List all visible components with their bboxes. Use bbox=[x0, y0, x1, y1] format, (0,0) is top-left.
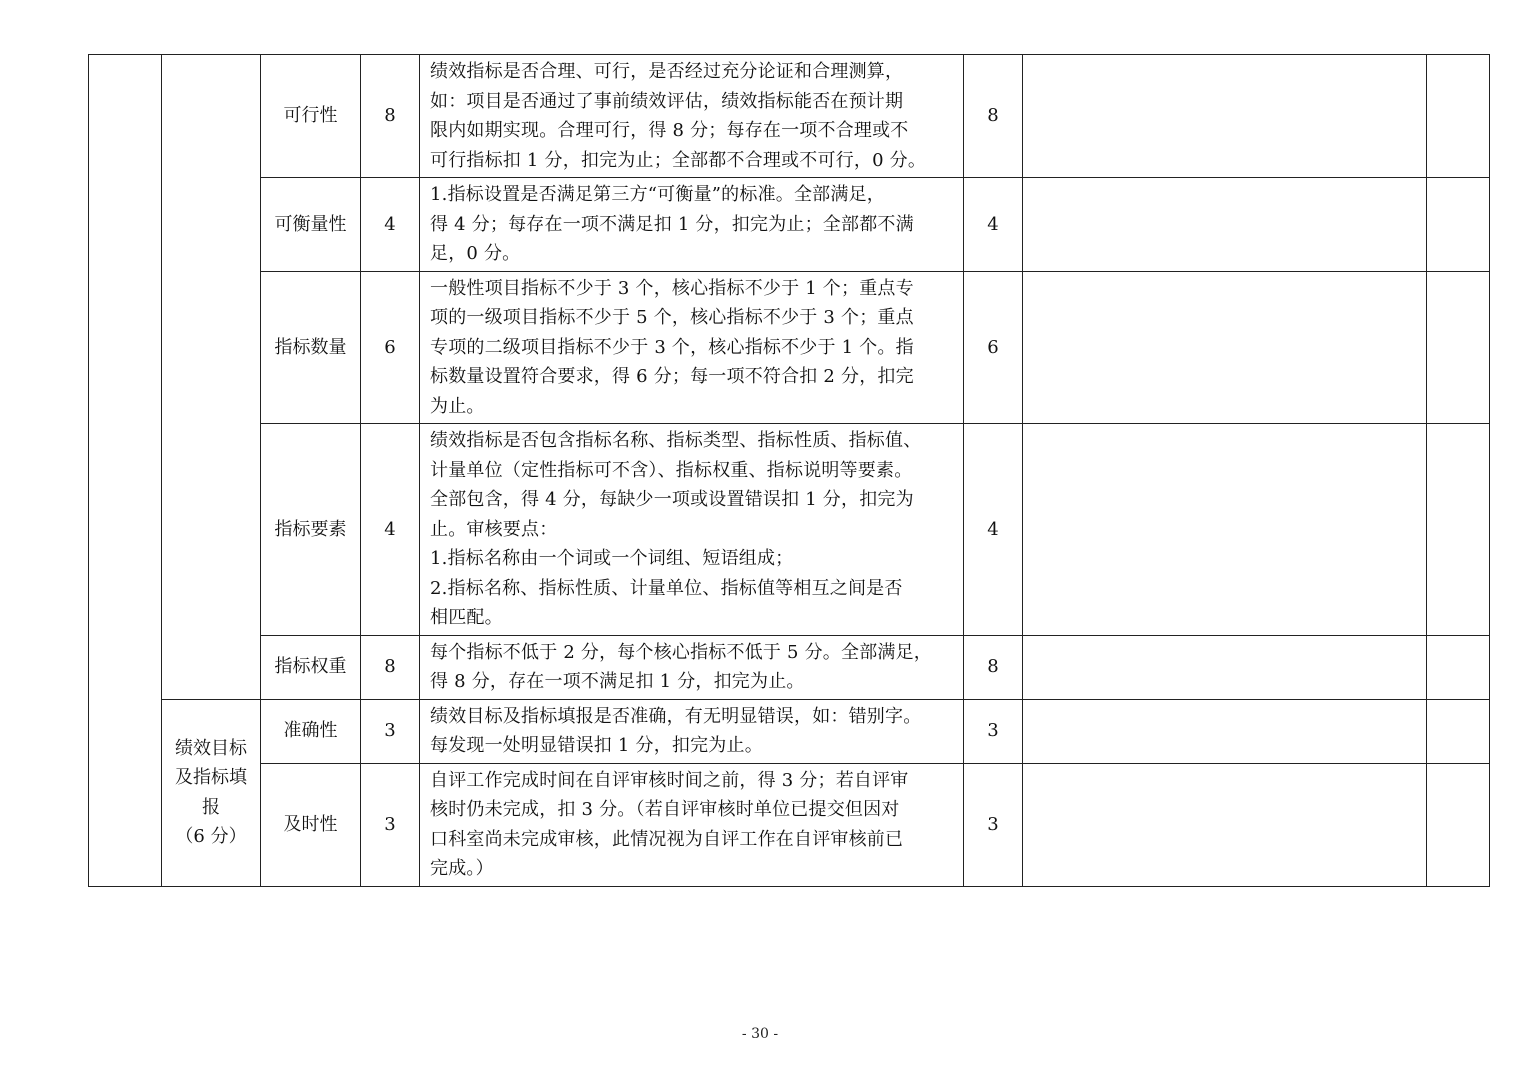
criteria-line: 得 8 分，存在一项不满足扣 1 分，扣完为止。 bbox=[430, 671, 805, 692]
indicator-weight: 4 bbox=[361, 178, 420, 272]
table-row bbox=[89, 424, 1490, 636]
criteria-cell bbox=[420, 699, 964, 763]
indicator-weight: 8 bbox=[361, 55, 420, 178]
criteria-line: 1.指标名称由一个词或一个词组、短语组成； bbox=[430, 548, 794, 569]
criteria-line: 足，0 分。 bbox=[430, 243, 521, 264]
criteria-line: 专项的二级项目指标不少于 3 个，核心指标不少于 1 个。指 bbox=[430, 336, 914, 358]
criteria-line: 每个指标不低于 2 分，每个核心指标不低于 5 分。全部满足， bbox=[430, 641, 932, 663]
criteria-line: 2.指标名称、指标性质、计量单位、指标值等相互之间是否 bbox=[430, 577, 903, 599]
notes-cell bbox=[1023, 55, 1427, 178]
notes-cell bbox=[1023, 699, 1427, 763]
subcategory-cell bbox=[162, 55, 261, 700]
criteria-cell bbox=[420, 424, 964, 636]
remark-cell bbox=[1427, 55, 1490, 178]
score-cell: 8 bbox=[964, 55, 1023, 178]
scoring-table bbox=[88, 54, 1490, 887]
criteria-line: 口科室尚未完成审核，此情况视为自评工作在自评审核前已 bbox=[430, 828, 904, 850]
criteria-line: 为止。 bbox=[430, 395, 485, 417]
criteria-line: 标数量设置符合要求，得 6 分；每一项不符合扣 2 分，扣完 bbox=[430, 366, 914, 387]
notes-cell bbox=[1023, 271, 1427, 424]
indicator-weight: 8 bbox=[361, 635, 420, 699]
notes-cell bbox=[1023, 635, 1427, 699]
indicator-name: 指标数量 bbox=[261, 271, 361, 424]
criteria-cell bbox=[420, 635, 964, 699]
page-number: - 30 - bbox=[741, 1026, 779, 1042]
table-row bbox=[89, 763, 1490, 886]
group-label-line: 及指标填 bbox=[175, 767, 247, 788]
group-label-line: （6 分） bbox=[175, 826, 247, 847]
category-cell bbox=[89, 55, 162, 887]
indicator-weight: 6 bbox=[361, 271, 420, 424]
criteria-cell bbox=[420, 763, 964, 886]
table-row bbox=[89, 635, 1490, 699]
notes-cell bbox=[1023, 424, 1427, 636]
criteria-cell bbox=[420, 55, 964, 178]
criteria-line: 止。审核要点： bbox=[430, 518, 558, 540]
table-row bbox=[89, 699, 1490, 763]
remark-cell bbox=[1427, 635, 1490, 699]
criteria-line: 全部包含，得 4 分，每缺少一项或设置错误扣 1 分，扣完为 bbox=[430, 489, 914, 510]
criteria-line: 每发现一处明显错误扣 1 分，扣完为止。 bbox=[430, 735, 763, 756]
score-cell: 6 bbox=[964, 271, 1023, 424]
indicator-weight: 3 bbox=[361, 699, 420, 763]
indicator-name: 可衡量性 bbox=[261, 178, 361, 272]
table-row bbox=[89, 55, 1490, 178]
criteria-line: 自评工作完成时间在自评审核时间之前，得 3 分；若自评审 bbox=[430, 769, 909, 791]
criteria-line: 一般性项目指标不少于 3 个，核心指标不少于 1 个；重点专 bbox=[430, 277, 914, 299]
score-cell: 4 bbox=[964, 178, 1023, 272]
score-cell: 3 bbox=[964, 699, 1023, 763]
remark-cell bbox=[1427, 699, 1490, 763]
remark-cell bbox=[1427, 271, 1490, 424]
indicator-name: 指标权重 bbox=[261, 635, 361, 699]
criteria-line: 限内如期实现。合理可行，得 8 分；每存在一项不合理或不 bbox=[430, 120, 909, 141]
table-row bbox=[89, 271, 1490, 424]
indicator-name: 指标要素 bbox=[261, 424, 361, 636]
remark-cell bbox=[1427, 178, 1490, 272]
criteria-cell bbox=[420, 271, 964, 424]
group-label-line: 绩效目标 bbox=[175, 737, 247, 759]
indicator-name: 准确性 bbox=[261, 699, 361, 763]
score-cell: 8 bbox=[964, 635, 1023, 699]
criteria-line: 核时仍未完成，扣 3 分。（若自评审核时单位已提交但因对 bbox=[430, 799, 900, 820]
indicator-weight: 4 bbox=[361, 424, 420, 636]
criteria-line: 计量单位（定性指标可不含）、指标权重、指标说明等要素。 bbox=[430, 459, 913, 481]
score-cell: 4 bbox=[964, 424, 1023, 636]
table-row bbox=[89, 178, 1490, 272]
criteria-line: 绩效目标及指标填报是否准确，有无明显错误，如：错别字。 bbox=[430, 705, 922, 727]
criteria-line: 1.指标设置是否满足第三方“可衡量”的标准。全部满足， bbox=[430, 184, 885, 205]
criteria-line: 得 4 分；每存在一项不满足扣 1 分，扣完为止；全部都不满 bbox=[430, 213, 914, 235]
criteria-line: 完成。） bbox=[430, 858, 494, 879]
criteria-line: 如：项目是否通过了事前绩效评估，绩效指标能否在预计期 bbox=[430, 90, 904, 112]
indicator-weight: 3 bbox=[361, 763, 420, 886]
notes-cell bbox=[1023, 763, 1427, 886]
indicator-name: 及时性 bbox=[261, 763, 361, 886]
criteria-line: 项的一级项目指标不少于 5 个，核心指标不少于 3 个；重点 bbox=[430, 307, 914, 328]
score-cell: 3 bbox=[964, 763, 1023, 886]
group-label-cell bbox=[162, 699, 261, 886]
criteria-line: 绩效指标是否合理、可行，是否经过充分论证和合理测算， bbox=[430, 61, 904, 82]
notes-cell bbox=[1023, 178, 1427, 272]
criteria-line: 可行指标扣 1 分，扣完为止；全部都不合理或不可行，0 分。 bbox=[430, 149, 927, 171]
group-label-line: 报 bbox=[202, 796, 220, 818]
criteria-line: 绩效指标是否包含指标名称、指标类型、指标性质、指标值、 bbox=[430, 430, 922, 451]
criteria-line: 相匹配。 bbox=[430, 607, 503, 628]
remark-cell bbox=[1427, 763, 1490, 886]
remark-cell bbox=[1427, 424, 1490, 636]
indicator-name: 可行性 bbox=[261, 55, 361, 178]
criteria-cell bbox=[420, 178, 964, 272]
